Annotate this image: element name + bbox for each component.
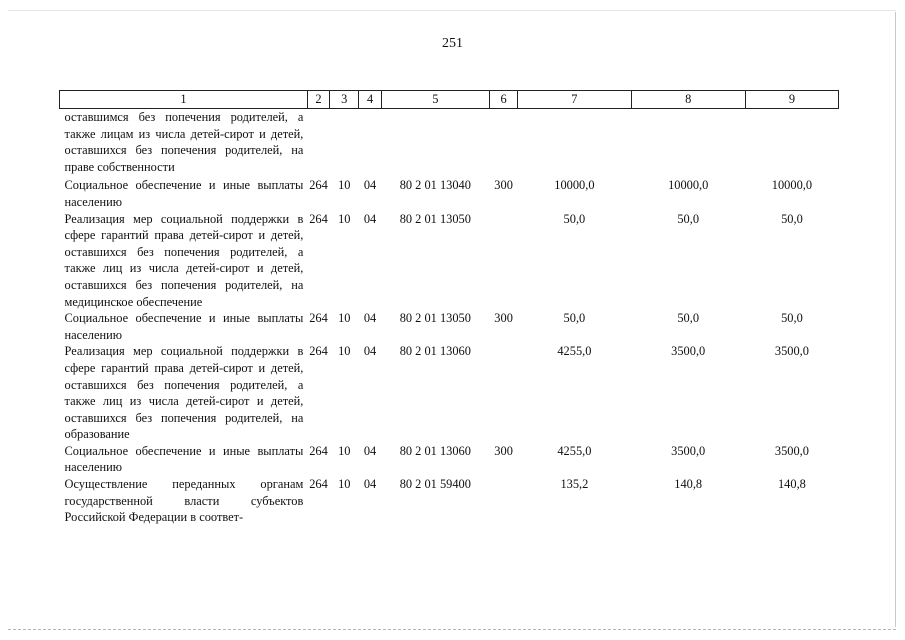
row-col-2: 264 (309, 443, 328, 458)
row-name: Осуществление переданных органам государственной власти субъектов Российской Федерации в соответ- (64, 477, 304, 525)
row-col-7: 10000,0 (554, 178, 595, 193)
row-col-2: 264 (309, 178, 328, 193)
row-col-8: 140,8 (674, 477, 703, 492)
page-top-edge (8, 10, 896, 11)
row-col-6: 300 (494, 443, 513, 458)
row-col-9 (745, 109, 838, 176)
row-col-3: 10 (338, 344, 351, 359)
row-col-8: 3500,0 (671, 443, 706, 458)
row-col-9: 3500,0 (774, 443, 809, 458)
row-name: Реализация мер социальной поддержки в сфере гарантий права детей-сирот и детей, оставшихся без попечения родителей, а также лиц из числа детей-сирот и детей, оставшихся без попечения родителей, на медицинское обеспечение (64, 211, 304, 309)
row-col-2: 264 (309, 311, 328, 326)
row-col-4: 04 (363, 443, 377, 458)
row-col-9: 50,0 (781, 311, 803, 326)
row-col-4: 04 (363, 211, 377, 226)
row-col-3 (330, 109, 359, 176)
row-col-4: 04 (363, 477, 377, 492)
row-col-2: 264 (309, 477, 328, 492)
col-header-3: 3 (330, 91, 359, 109)
row-col-2: 264 (309, 344, 328, 359)
row-col-2: 264 (309, 211, 328, 226)
row-col-3: 10 (338, 211, 351, 226)
table-row (60, 211, 839, 311)
row-col-5: 80 2 01 13050 (399, 311, 471, 326)
page-right-edge (895, 12, 896, 627)
row-col-4 (359, 109, 381, 176)
budget-table (59, 90, 839, 526)
row-col-6 (489, 343, 517, 443)
row-col-9: 3500,0 (774, 344, 809, 359)
row-name: Реализация мер социальной поддержки в сфере гарантий права детей-сирот и детей, оставшихся без попечения родителей, а также лиц из числа детей-сирот и детей, оставшихся без попечения родителей, на образование (64, 344, 304, 442)
row-col-8: 10000,0 (668, 178, 709, 193)
page-bottom-edge (8, 629, 896, 630)
row-col-8: 50,0 (677, 311, 700, 326)
row-col-3: 10 (338, 443, 351, 458)
row-col-7 (518, 109, 631, 176)
col-header-8: 8 (631, 91, 745, 109)
row-col-8 (631, 109, 745, 176)
col-header-2: 2 (307, 91, 329, 109)
row-col-4: 04 (363, 344, 377, 359)
table-row (60, 310, 839, 343)
row-col-3: 10 (338, 311, 351, 326)
row-col-7: 50,0 (563, 211, 586, 226)
row-col-5: 80 2 01 59400 (399, 477, 471, 492)
table-row (60, 443, 839, 476)
row-col-8: 50,0 (677, 211, 700, 226)
row-col-9: 50,0 (781, 211, 803, 226)
row-col-7: 135,2 (560, 477, 589, 492)
col-header-6: 6 (489, 91, 517, 109)
col-header-1: 1 (60, 91, 308, 109)
row-col-6 (489, 109, 517, 176)
row-col-6: 300 (494, 311, 513, 326)
row-name: Социальное обеспечение и иные выплаты населению (64, 178, 304, 209)
row-name: Социальное обеспечение и иные выплаты населению (64, 443, 304, 475)
row-col-5: 80 2 01 13060 (399, 443, 471, 458)
table-row (60, 476, 839, 526)
row-col-7: 50,0 (563, 311, 586, 326)
row-col-2 (307, 109, 329, 176)
row-name: оставшимся без попечения родителей, а также лицам из числа детей-сирот и детей, оставшихся без попечения родителей, на праве собственности (64, 110, 304, 174)
row-col-4: 04 (363, 178, 377, 193)
table-row (60, 177, 839, 210)
row-col-9: 10000,0 (771, 178, 813, 193)
row-col-5: 80 2 01 13040 (399, 178, 471, 193)
col-header-4: 4 (359, 91, 381, 109)
row-col-3: 10 (338, 178, 351, 193)
row-col-7: 4255,0 (557, 443, 592, 458)
header-row (60, 91, 839, 109)
table-row (60, 109, 839, 176)
row-name: Социальное обеспечение и иные выплаты населению (64, 311, 304, 342)
row-col-7: 4255,0 (557, 344, 592, 359)
table-row (60, 343, 839, 443)
row-col-9: 140,8 (777, 477, 806, 492)
row-col-5: 80 2 01 13050 (399, 211, 471, 226)
row-col-6: 300 (494, 178, 513, 193)
row-col-4: 04 (363, 311, 377, 326)
row-col-6 (489, 211, 517, 311)
page-number: 251 (442, 36, 463, 51)
row-col-5 (381, 109, 489, 176)
col-header-9: 9 (745, 91, 838, 109)
row-col-6 (489, 476, 517, 526)
row-col-5: 80 2 01 13060 (399, 344, 471, 359)
row-col-8: 3500,0 (671, 344, 706, 359)
row-col-3: 10 (338, 477, 351, 492)
col-header-5: 5 (381, 91, 489, 109)
col-header-7: 7 (518, 91, 631, 109)
